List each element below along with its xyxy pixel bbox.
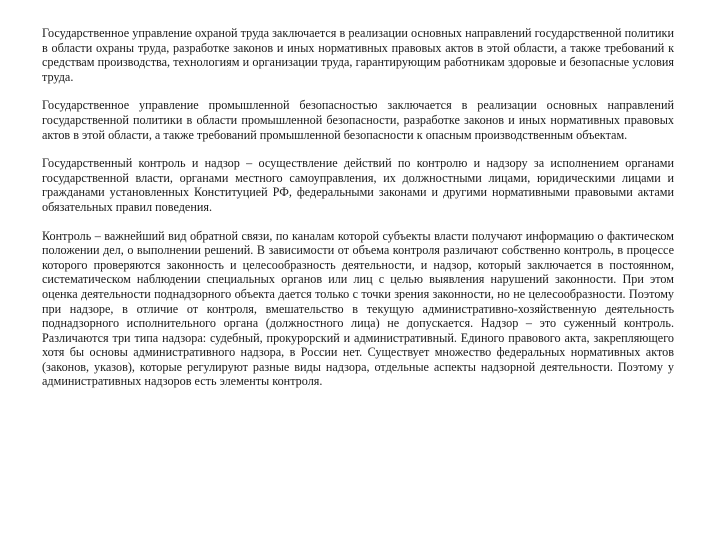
paragraph-labor-safety-management: Государственное управление охраной труда заключается в реализации основных направлений государственной политики в области охраны труда, разработке законов и иных нормативных правовых актов в этой области, а также требований к средствам производства, технологиям и организации труда, гарантирующим работникам здоровые и безопасные условия труда. (42, 26, 674, 84)
paragraph-industrial-safety-management: Государственное управление промышленной безопасностью заключается в реализации основных направлений государственной политики в области промышленной безопасности, разработке законов и иных нормативных правовых актов в этой области, а также требований промышленной безопасности к опасным производственным объектам. (42, 98, 674, 142)
paragraph-control-definition: Контроль – важнейший вид обратной связи, по каналам которой субъекты власти получают информацию о фактическом положении дел, о выполнении решений. В зависимости от объема контроля различают собственно контроль, в процессе которого проверяются законность и целесообразность деятельности, и надзор, который заключается в постоянном, систематическом наблюдении специальных органов или лиц с целью выявления нарушений законности. При этом оценка деятельности поднадзорного объекта дается только с точки зрения законности, но не целесообразности. Поэтому при надзоре, в отличие от контроля, вмешательство в текущую административно-хозяйственную деятельность поднадзорного исполнительного органа (должностного лица) не допускается. Надзор – это суженный контроль. Различаются три типа надзора: судебный, прокурорский и административный. Единого правового акта, закрепляющего хотя бы основы административного надзора, в России нет. Существует множество федеральных нормативных актов (законов, указов), которые регулируют разные виды надзора, отдельные аспекты надзорной деятельности. Поэтому у административных надзоров есть элементы контроля. (42, 228, 674, 389)
document-body (42, 26, 674, 403)
paragraph-state-control-supervision: Государственный контроль и надзор – осуществление действий по контролю и надзору за исполнением органами государственной власти, органами местного самоуправления, их должностными лицами, юридическими лицами и гражданами установленных Конституцией РФ, федеральными законами и другими нормативными правовыми актами обязательных правил поведения. (42, 156, 674, 214)
